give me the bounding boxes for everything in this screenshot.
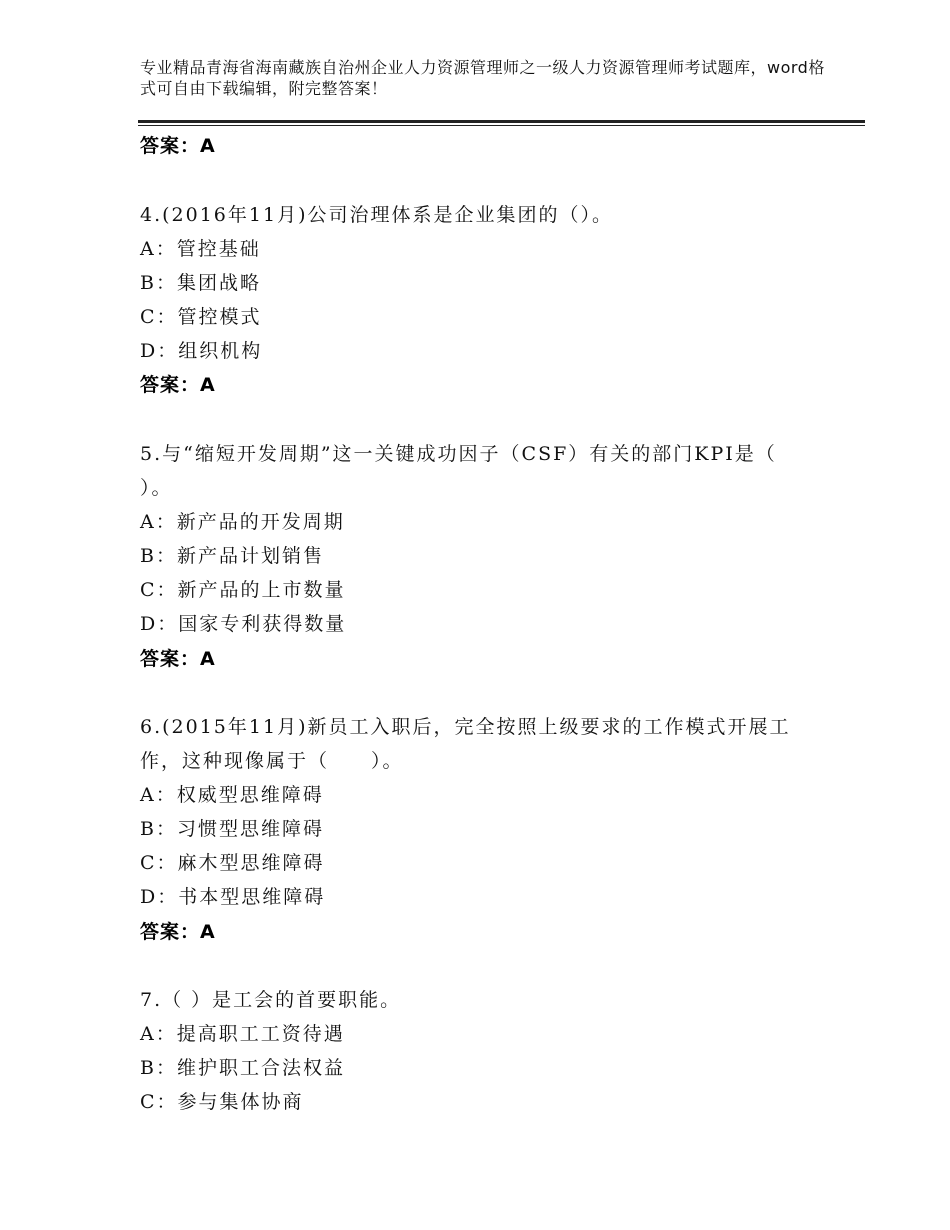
question-7-option-c: C：参与集体协商 [140,1091,304,1113]
page-header: 专业精品青海省海南藏族自治州企业人力资源管理师之一级人力资源管理师考试题库，word格式可自由下载编辑，附完整答案！ [140,58,825,98]
question-5-stem: 5.与“缩短开发周期”这一关键成功因子（CSF）有关的部门KPI是（ [140,443,777,465]
answer-previous: 答案：A [140,135,216,157]
question-7-option-b: B：维护职工合法权益 [140,1057,345,1079]
question-7-option-a: A：提高职工工资待遇 [140,1023,345,1045]
question-6-option-c: C：麻木型思维障碍 [140,852,325,874]
question-6-option-d: D：书本型思维障碍 [140,886,326,908]
question-5-answer: 答案：A [140,648,216,670]
question-5-option-d: D：国家专利获得数量 [140,613,347,635]
question-6-stem-cont: 作，这种现像属于（ ）。 [140,750,404,772]
question-5-option-c: C：新产品的上市数量 [140,579,346,601]
question-5-stem-cont: ）。 [140,477,173,499]
question-6-answer: 答案：A [140,921,216,943]
question-6-option-b: B：习惯型思维障碍 [140,818,324,840]
question-4-option-c: C：管控模式 [140,306,262,328]
question-4-stem: 4.(2016年11月)公司治理体系是企业集团的（）。 [140,204,613,226]
question-4-option-d: D：组织机构 [140,340,263,362]
header-rule-thick [138,120,865,123]
question-4-option-b: B：集团战略 [140,272,261,294]
question-6-option-a: A：权威型思维障碍 [140,784,324,806]
header-rule-thin [138,125,865,126]
question-7-stem: 7.（ ）是工会的首要职能。 [140,989,402,1011]
question-4-option-a: A：管控基础 [140,238,261,260]
question-6-stem: 6.(2015年11月)新员工入职后，完全按照上级要求的工作模式开展工 [140,716,791,738]
question-5-option-a: A：新产品的开发周期 [140,511,345,533]
question-5-option-b: B：新产品计划销售 [140,545,324,567]
question-4-answer: 答案：A [140,374,216,396]
